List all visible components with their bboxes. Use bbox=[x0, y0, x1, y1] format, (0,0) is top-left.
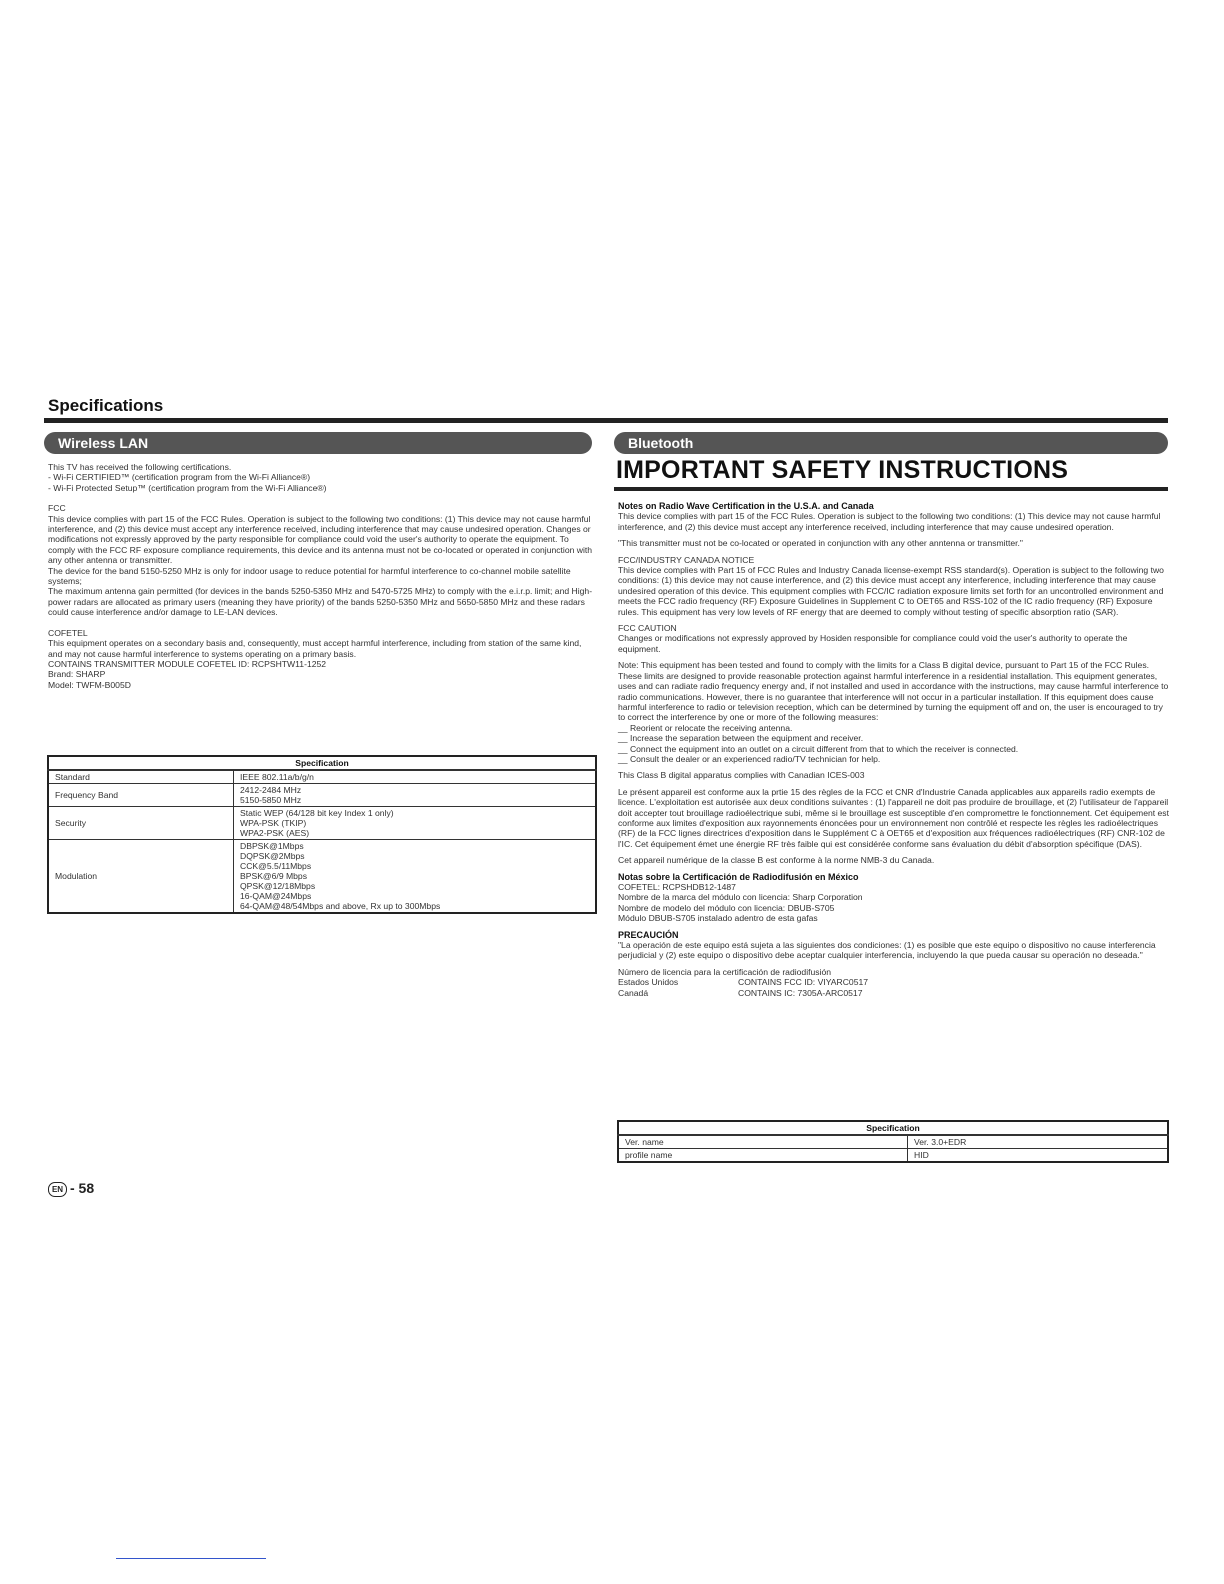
licencia-country: Canadá bbox=[618, 987, 649, 998]
class-b-text: This Class B digital apparatus complies with Canadian ICES-003 bbox=[618, 770, 865, 781]
cofetel-text: This equipment operates on a secondary basis and, consequently, must accept harmful interference, including from station of the same kind, and may not cause harmful interference to systems operating on a primary basis. bbox=[48, 638, 582, 659]
measure-item: __ Consult the dealer or an experienced radio/TV technician for help. bbox=[618, 753, 881, 764]
ic-heading: FCC/INDUSTRY CANADA NOTICE bbox=[618, 554, 755, 565]
fcc-heading: FCC bbox=[48, 503, 66, 514]
cofetel-line: Brand: SHARP bbox=[48, 669, 106, 680]
french-nmb-text: Cet appareil numérique de la classe B est conforme à la norme NMB-3 du Canada. bbox=[618, 855, 935, 866]
licencia-block bbox=[618, 967, 1170, 998]
spec-value-line: DQPSK@2Mbps bbox=[240, 851, 305, 861]
precaucion-text: "La operación de este equipo está sujeta a las siguientes dos condiciones: (1) es posible que este equipo o dispositivo no cause interferencia perjudicial y (2) este equipo o dispositivo debe aceptar cualquier interferencia, incluyendo la que pueda causar su operación no deseada." bbox=[618, 940, 1156, 961]
page-number-text: - 58 bbox=[70, 1180, 95, 1196]
table-row bbox=[618, 1135, 1168, 1149]
mexico-line: Módulo DBUB-S705 instalado adentro de esta gafas bbox=[618, 913, 818, 924]
safety-title: IMPORTANT SAFETY INSTRUCTIONS bbox=[616, 456, 1069, 484]
spec-value: Ver. 3.0+EDR bbox=[908, 1135, 1169, 1149]
spec-key: Ver. name bbox=[618, 1135, 908, 1149]
mexico-line: COFETEL: RCPSHDB12-1487 bbox=[618, 882, 736, 892]
precaucion-heading: PRECAUCIÓN bbox=[618, 929, 679, 940]
title-divider bbox=[44, 418, 1168, 423]
fcc-band-text: The device for the band 5150-5250 MHz is only for indoor usage to reduce potential for harmful interference to co-channel mobile satellite systems; bbox=[48, 565, 571, 587]
spec-table-header: Specification bbox=[48, 756, 596, 770]
cofetel-block bbox=[48, 628, 596, 690]
spec-key: Standard bbox=[48, 770, 234, 784]
spec-value-line: WPA-PSK (TKIP) bbox=[240, 818, 307, 828]
spec-value bbox=[234, 840, 597, 914]
mexico-block bbox=[618, 872, 1170, 924]
precaucion-block bbox=[618, 930, 1170, 961]
spec-key: profile name bbox=[618, 1149, 908, 1163]
notes-heading: Notes on Radio Wave Certification in the U.S.A. and Canada bbox=[618, 501, 874, 511]
spec-value-line: IEEE 802.11a/b/g/n bbox=[240, 772, 314, 782]
french-text: Le présent appareil est conforme aux la prtie 15 des règles de la FCC et CNR d'Industrie Canada applicables aux appareils radio exempts de licence. L'exploitation est autorisée aux deux conditions suivantes : (1) l'appareil ne doit pas produire de brouillage, et (2) l'utilisateur de l'appareil doit accepter tout brouillage radioélectrique subi, même si le brouillage est susceptible d'en compromettre le fonctionnement. Cet équipement est conforme aux limites d'exposition aux rayonnements énoncées pour un environnement non contrôlé et respecte les règles les radioélectriques (RF) de la FCC lignes directrices d'exposition dans le Supplément C à OET65 et d'exposition aux fréquences radioélectriques (RF) CNR-102 de l'IC. Cet équipement émet une énergie RF très faible qui est considérée conforme sans évaluation du débit d'absorption spécifique (DAS). bbox=[618, 786, 1169, 849]
intro-line: This TV has received the following certifications. bbox=[48, 462, 232, 472]
caution-heading: FCC CAUTION bbox=[618, 623, 677, 634]
intro-line: - Wi-Fi Protected Setup™ (certification program from the Wi-Fi Alliance®) bbox=[48, 482, 327, 493]
licencia-country: Estados Unidos bbox=[618, 977, 679, 988]
spec-table-header: Specification bbox=[618, 1121, 1168, 1135]
spec-value-line: 16-QAM@24Mbps bbox=[240, 891, 312, 901]
licencia-value: CONTAINS FCC ID: VIYARC0517 bbox=[738, 977, 869, 988]
note-block bbox=[618, 660, 1170, 764]
notes-block bbox=[618, 501, 1170, 532]
language-badge: EN bbox=[48, 1182, 67, 1197]
spec-value-line: WPA2-PSK (AES) bbox=[240, 828, 310, 838]
spec-value bbox=[234, 770, 597, 784]
fcc-antenna-text: The maximum antenna gain permitted (for devices in the bands 5250-5350 MHz and 5470-5725 MHz) to comply with the e.i.r.p. limit; and High-power radars are allocated as primary users (meaning they have priority) of the bands 5250-5350 MHz and 5650-5850 MHz and these radars could cause interference and/or damage to LE-LAN devices. bbox=[48, 586, 593, 618]
fcc-text: This device complies with part 15 of the FCC Rules. Operation is subject to the following two conditions: (1) This device may not cause harmful interference, and (2) this device must accept any interference received, including interference that may cause undesired operation. Changes or modifications not expressly approved by the party responsible for compliance could void the user's authority to operate the equipment. To comply with the FCC RF exposure compliance requirements, this device and its antenna must not be co-located or operated in conjunction with any other antenna or transmitter. bbox=[48, 513, 593, 566]
wireless-lan-content bbox=[48, 462, 596, 696]
mexico-line: Nombre de la marca del módulo con licencia: Sharp Corporation bbox=[618, 892, 863, 903]
spec-value-line: 5150-5850 MHz bbox=[240, 795, 302, 805]
spec-value-line: Static WEP (64/128 bit key Index 1 only) bbox=[240, 808, 394, 818]
licencia-row bbox=[618, 988, 1170, 998]
table-row bbox=[48, 770, 596, 784]
page-number bbox=[48, 1180, 94, 1197]
section-header-bluetooth: Bluetooth bbox=[614, 432, 1168, 454]
wireless-spec-table bbox=[47, 755, 597, 914]
spec-value bbox=[234, 807, 597, 840]
table-row bbox=[48, 840, 596, 914]
spec-key: Security bbox=[48, 807, 234, 840]
mexico-heading: Notas sobre la Certificación de Radiodifusión en México bbox=[618, 871, 859, 882]
bluetooth-content bbox=[618, 501, 1170, 998]
bluetooth-spec-table bbox=[617, 1120, 1169, 1163]
fcc-block bbox=[48, 503, 596, 617]
intro-line: - Wi-Fi CERTIFIED™ (certification program from the Wi-Fi Alliance®) bbox=[48, 472, 311, 483]
spec-value-line: CCK@5.5/11Mbps bbox=[240, 861, 312, 871]
spec-value-line: QPSK@12/18Mbps bbox=[240, 881, 316, 891]
licencia-value: CONTAINS IC: 7305A-ARC0517 bbox=[738, 987, 863, 998]
spec-value-line: 2412-2484 MHz bbox=[240, 785, 302, 795]
section-header-wireless-lan: Wireless LAN bbox=[44, 432, 592, 454]
spec-key: Modulation bbox=[48, 840, 234, 914]
spec-value bbox=[234, 784, 597, 807]
table-row bbox=[48, 807, 596, 840]
spec-value: HID bbox=[908, 1149, 1169, 1163]
spec-value-line: BPSK@6/9 Mbps bbox=[240, 871, 308, 881]
spec-value-line: DBPSK@1Mbps bbox=[240, 841, 304, 851]
caution-block bbox=[618, 623, 1170, 654]
licencia-heading: Número de licencia para la certificación de radiodifusión bbox=[618, 966, 832, 977]
spec-value-line: 64-QAM@48/54Mbps and above, Rx up to 300Mbps bbox=[240, 901, 441, 911]
measure-item: __ Increase the separation between the equipment and receiver. bbox=[618, 733, 864, 744]
spec-key: Frequency Band bbox=[48, 784, 234, 807]
safety-title-divider bbox=[614, 487, 1168, 491]
measure-item: __ Reorient or relocate the receiving antenna. bbox=[618, 722, 793, 733]
certifications-intro bbox=[48, 462, 596, 493]
licencia-row bbox=[618, 977, 1170, 987]
cofetel-heading: COFETEL bbox=[48, 627, 88, 638]
table-row bbox=[618, 1149, 1168, 1163]
cofetel-line: CONTAINS TRANSMITTER MODULE COFETEL ID: RCPSHTW11-1252 bbox=[48, 658, 327, 669]
page-title: Specifications bbox=[48, 396, 164, 415]
caution-text: Changes or modifications not expressly approved by Hosiden responsible for compliance could void the user's authority to operate the equipment. bbox=[618, 633, 1128, 654]
measure-item: __ Connect the equipment into an outlet on a circuit different from that to which the receiver is connected. bbox=[618, 743, 1019, 754]
cofetel-line: Model: TWFM-B005D bbox=[48, 679, 131, 690]
footer-divider bbox=[116, 1558, 266, 1559]
colocate-note: "This transmitter must not be co-located or operated in conjunction with any other anntenna or transmitter." bbox=[618, 538, 1023, 549]
table-row bbox=[48, 784, 596, 807]
ic-block bbox=[618, 555, 1170, 617]
mexico-line: Nombre de modelo del módulo con licencia: DBUB-S705 bbox=[618, 902, 835, 913]
note-text: Note: This equipment has been tested and found to comply with the limits for a Class B digital device, pursuant to Part 15 of the FCC Rules. These limits are designed to provide reasonable protection against harmful interference in a residential installation. This equipment generates, uses and can radiate radio frequency energy and, if not installed and used in accordance with the instructions, may cause harmful interference to radio communications. However, there is no guarantee that interference will not occur in a particular installation. If this equipment does cause harmful interference to radio or television reception, which can be determined by turning the equipment off and on, the user is encouraged to try to correct the interference by one or more of the following measures: bbox=[618, 660, 1169, 723]
ic-text: This device complies with Part 15 of FCC Rules and Industry Canada license-exempt RSS standard(s). Operation is subject to the following two conditions: (1) this device may not cause interference, and (2) this device must accept any interference, including interference that may cause undesired operation of this device. This equipment complies with FCC/IC radiation exposure limits set forth for an uncontrolled environment and meets the FCC radio frequency (RF) Exposure Guidelines in Supplement C to OET65 and RSS-102 of the IC radio frequency (RF) Exposure rules. This equipment has very low levels of RF energy that are deemed to comply without testing of specific absorption ratio (SAR). bbox=[618, 565, 1164, 617]
notes-text: This device complies with part 15 of the FCC Rules. Operation is subject to the following two conditions: (1) This device may not cause harmful interference, and (2) this device must accept any interference received, including interference that may cause undesired operation. bbox=[618, 511, 1161, 532]
